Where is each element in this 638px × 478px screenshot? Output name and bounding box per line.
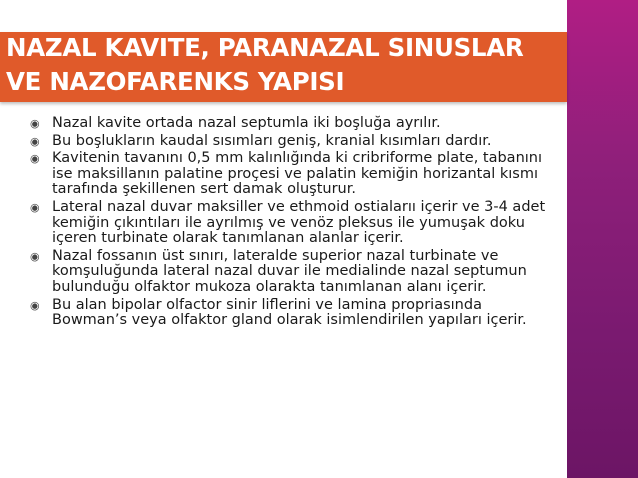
- bullet-item: [30, 116, 555, 132]
- bullet-text: Kavitenin tavanını 0,5 mm kalınlığında ki cribriforme plate, tabanını ise maksillanın palatine proçesi ve palatin kemiğin horizantal kısmı tarafında şekillenen sert damak oluşturur.: [52, 150, 543, 198]
- bullet-text: Nazal kavite ortada nazal septumla iki boşluğa ayrılır.: [52, 115, 441, 131]
- fisheye-bullet-icon: ◉: [30, 298, 40, 312]
- bullet-text: Bu alan bipolar olfactor sinir liflerini ve lamina propriasında Bowman’s veya olfaktor gland olarak isimlendirilen yapıları içerir.: [52, 296, 527, 329]
- bullet-item: [30, 249, 555, 296]
- decorative-side-strip: [567, 0, 638, 478]
- fisheye-bullet-icon: ◉: [30, 152, 40, 166]
- bullet-text: Lateral nazal duvar maksiller ve ethmoid ostialarıı içerir ve 3-4 adet kemiğin çıkıntıları ile ayrılmış ve venöz pleksus ile yumuşak doku içeren turbinate olarak tanımlanan alanlar içerir.: [52, 198, 546, 247]
- bullet-item: [30, 151, 555, 198]
- fisheye-bullet-icon: ◉: [30, 249, 40, 263]
- fisheye-bullet-icon: ◉: [30, 134, 40, 148]
- bullet-item: [30, 298, 555, 329]
- bullet-text: Nazal fossanın üst sınırı, lateralde superior nazal turbinate ve komşuluğunda lateral nazal duvar ile medialinde nazal septumun bulunduğu olfaktor mukoza olarakta tanımlanan alanı içerir.: [52, 247, 527, 295]
- fisheye-bullet-icon: ◉: [30, 117, 40, 130]
- bullet-list: [30, 116, 555, 331]
- slide-title: NAZAL KAVITE, PARANAZAL SINUSLAR VE NAZOFARENKS YAPISI: [6, 33, 524, 96]
- bullet-item: [30, 134, 555, 150]
- fisheye-bullet-icon: ◉: [30, 200, 40, 214]
- bullet-item: [30, 200, 555, 247]
- bullet-text: Bu boşlukların kaudal sısımları geniş, kranial kısımları dardır.: [52, 132, 492, 149]
